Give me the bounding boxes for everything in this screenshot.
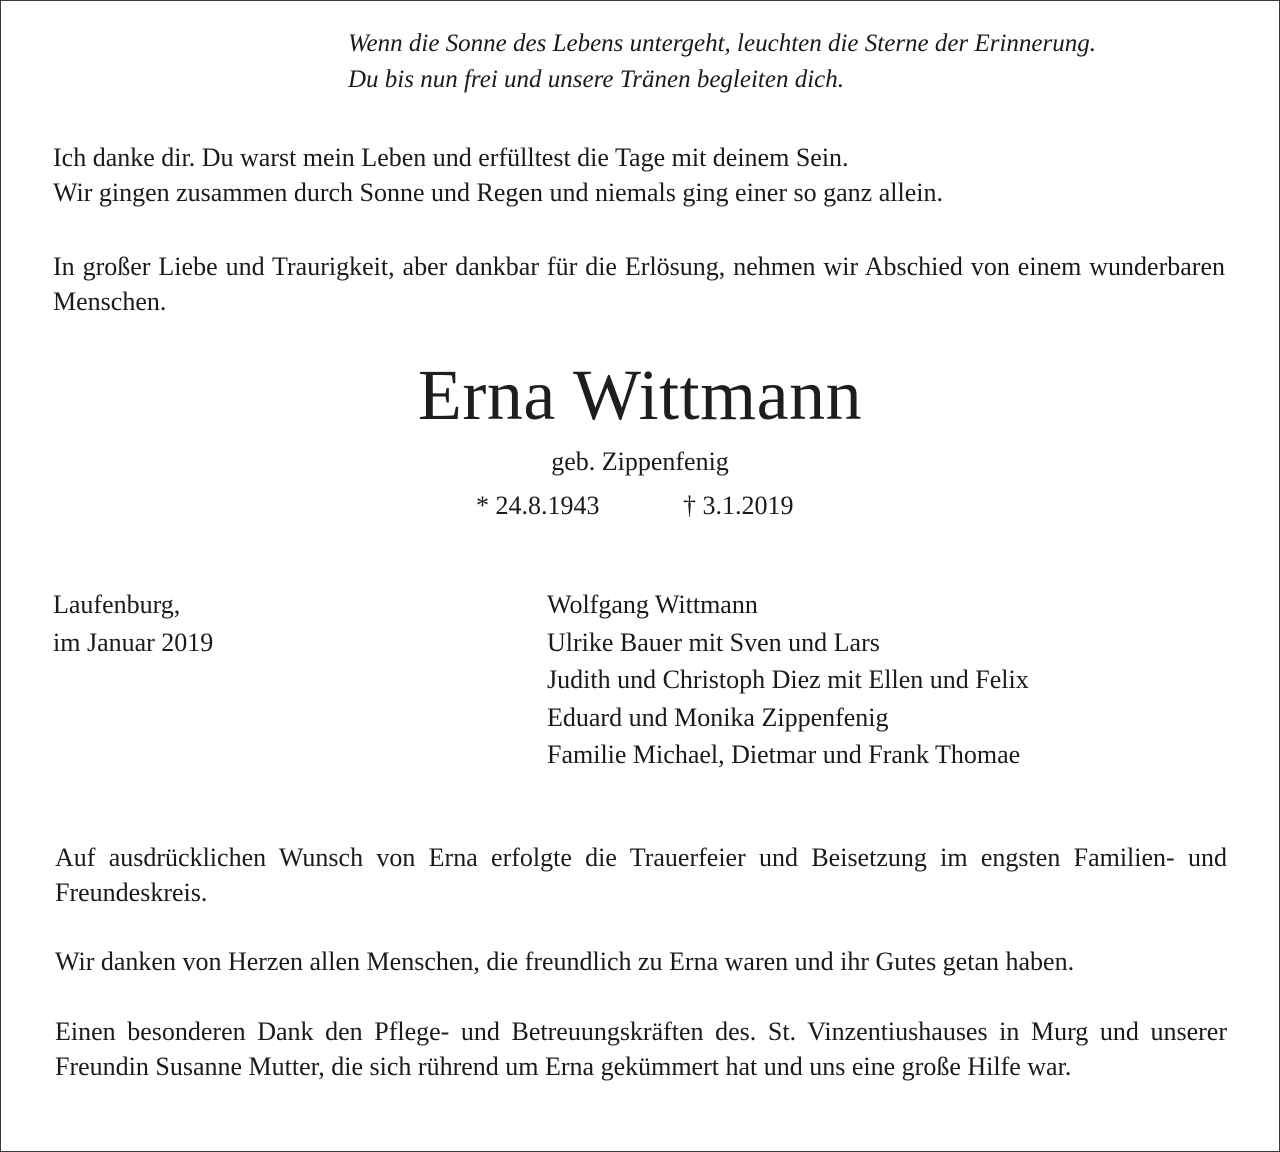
date-line: im Januar 2019 xyxy=(53,627,214,657)
intro-line: Ich danke dir. Du warst mein Leben und erfülltest die Tage mit deinem Sein. xyxy=(53,143,849,172)
mourner-entry: Judith und Christoph Diez mit Ellen und Felix xyxy=(547,665,1029,694)
maiden-name: geb. Zippenfenig xyxy=(551,447,729,476)
motto-line: Du bis nun frei und unsere Tränen begleiten dich. xyxy=(348,66,845,93)
farewell-text: In großer Liebe und Traurigkeit, aber dankbar für die Erlösung, nehmen wir Abschied von einem wunderbaren Menschen. xyxy=(53,252,1225,316)
intro-line: Wir gingen zusammen durch Sonne und Regen und niemals ging einer so ganz allein. xyxy=(53,178,943,207)
mourner-entry: Eduard und Monika Zippenfenig xyxy=(547,702,889,732)
place-date xyxy=(53,586,213,661)
birth-date: * 24.8.1943 xyxy=(476,491,600,520)
deceased-name: Erna Wittmann xyxy=(417,355,863,435)
mourner-entry: Wolfgang Wittmann xyxy=(547,590,758,619)
death-date: † 3.1.2019 xyxy=(683,491,794,520)
mourner-entry: Familie Michael, Dietmar und Frank Thomae xyxy=(547,740,1021,769)
motto-line: Wenn die Sonne des Lebens untergeht, leuchten die Sterne der Erinnerung. xyxy=(348,30,1096,57)
mourners-list xyxy=(547,586,1029,774)
intro-text xyxy=(53,140,943,210)
place-line: Laufenburg, xyxy=(53,590,181,619)
motto-quote xyxy=(348,26,1096,98)
special-thanks-paragraph: Einen besonderen Dank den Pflege- und Betreuungskräften des. St. Vinzentiushauses in Murg und unserer Freundin Susanne Mutter, die sich rührend um Erna gekümmert hat und uns eine große Hilfe war. xyxy=(55,1017,1227,1081)
mourner-entry: Ulrike Bauer mit Sven und Lars xyxy=(547,627,880,657)
funeral-notice: Auf ausdrücklichen Wunsch von Erna erfolgte die Trauerfeier und Beisetzung im engsten Familien- und Freundeskreis. xyxy=(55,843,1227,907)
thanks-paragraph: Wir danken von Herzen allen Menschen, die freundlich zu Erna waren und ihr Gutes getan haben. xyxy=(55,947,1075,976)
